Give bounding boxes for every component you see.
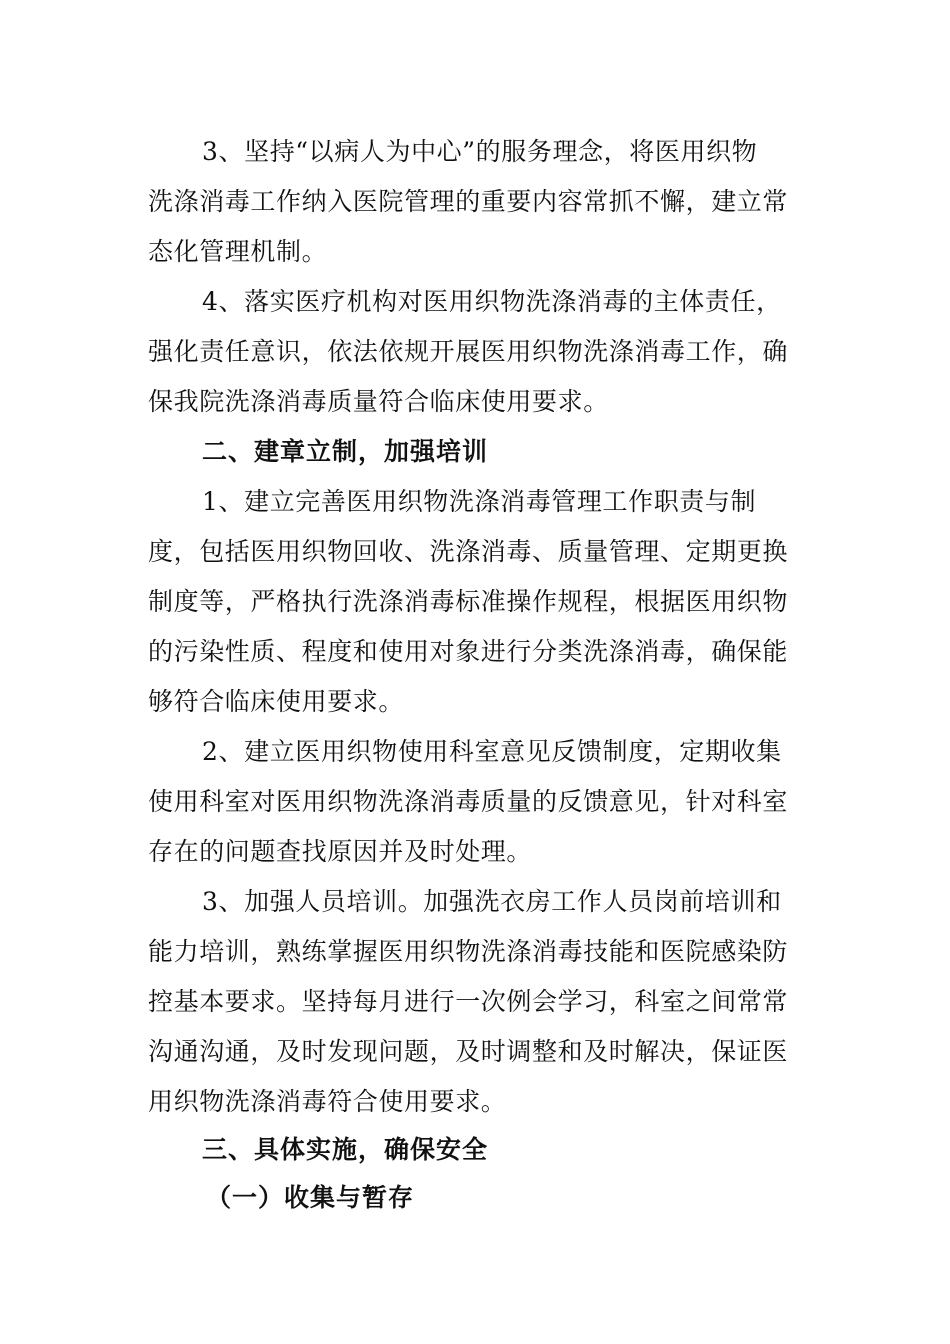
- paragraph-4-line-1: 4、落实医疗机构对医用织物洗涤消毒的主体责任，: [202, 287, 782, 316]
- item-2-line-2: 使用科室对医用织物洗涤消毒质量的反馈意见，针对科室: [148, 787, 789, 816]
- paragraph-3-line-2: 洗涤消毒工作纳入医院管理的重要内容常抓不懈，建立常: [148, 187, 789, 216]
- item-3-line-1: 3、加强人员培训。加强洗衣房工作人员岗前培训和: [202, 887, 782, 916]
- item-1-line-1: 1、建立完善医用织物洗涤消毒管理工作职责与制: [202, 487, 757, 516]
- item-2-line-3: 存在的问题查找原因并及时处理。: [148, 837, 533, 866]
- item-3-line-5: 用织物洗涤消毒符合使用要求。: [148, 1087, 507, 1116]
- item-2-line-1: 2、建立医用织物使用科室意见反馈制度，定期收集: [202, 737, 782, 766]
- paragraph-4-line-2: 强化责任意识，依法依规开展医用织物洗涤消毒工作，确: [148, 337, 789, 366]
- paragraph-3-line-3: 态化管理机制。: [148, 237, 328, 266]
- paragraph-3-line-1: 3、坚持“以病人为中心”的服务理念，将医用织物: [202, 137, 758, 166]
- subsection-heading-1: （一）收集与暂存: [206, 1183, 415, 1212]
- item-1-line-2: 度，包括医用织物回收、洗涤消毒、质量管理、定期更换: [148, 537, 789, 566]
- paragraph-4-line-3: 保我院洗涤消毒质量符合临床使用要求。: [148, 387, 609, 416]
- section-heading-2: 二、建章立制，加强培训: [202, 437, 489, 466]
- item-1-line-5: 够符合临床使用要求。: [148, 687, 405, 716]
- item-3-line-3: 控基本要求。坚持每月进行一次例会学习，科室之间常常: [148, 987, 789, 1016]
- item-1-line-3: 制度等，严格执行洗涤消毒标准操作规程，根据医用织物: [148, 587, 789, 616]
- item-3-line-2: 能力培训，熟练掌握医用织物洗涤消毒技能和医院感染防: [148, 937, 789, 966]
- section-heading-3: 三、具体实施，确保安全: [202, 1135, 489, 1164]
- item-3-line-4: 沟通沟通，及时发现问题，及时调整和及时解决，保证医: [148, 1037, 789, 1066]
- item-1-line-4: 的污染性质、程度和使用对象进行分类洗涤消毒，确保能: [148, 637, 789, 666]
